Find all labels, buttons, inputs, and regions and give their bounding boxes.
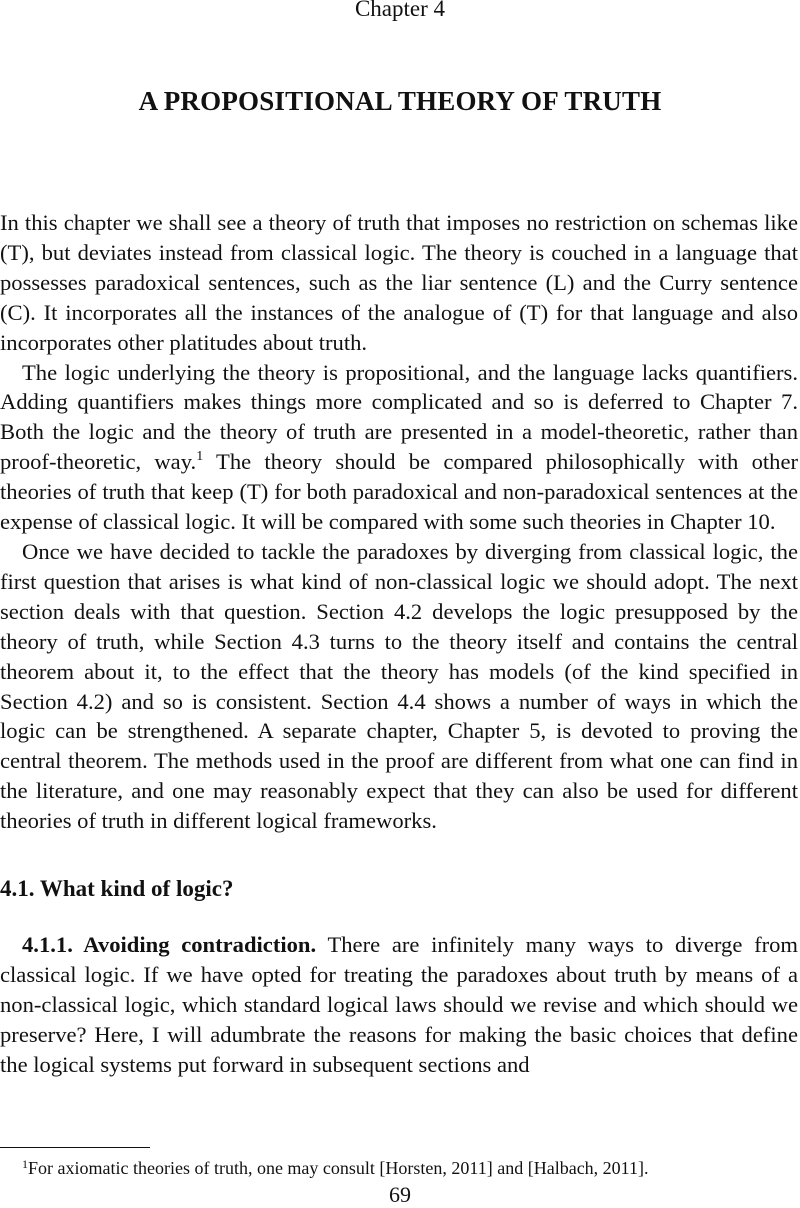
footnote-divider [0, 1147, 150, 1148]
body-text [0, 208, 798, 1079]
paragraph-logic-part2: The theory should be compared philosophically with other theories of truth that keep (T) for both paradoxical and non-paradoxical sentences at the expense of classical logic. It will be compared with some such theories in Chapter 10. [0, 449, 798, 535]
footnote-reference[interactable]: 1 [196, 449, 204, 465]
chapter-label: Chapter 4 [354, 0, 446, 21]
paragraph-outline: Once we have decided to tackle the paradoxes by diverging from classical logic, the first question that arises is what kind of non-classical logic we should adopt. The next section deals with that question. Section 4.2 develops the logic presupposed by the theory of truth, while Section 4.3 turns to the theory itself and contains the central theorem about it, to the effect that the theory has models (of the kind specified in Section 4.2) and so is consistent. Section 4.4 shows a number of ways in which the logic can be strengthened. A separate chapter, Chapter 5, is devoted to proving the central theorem. The methods used in the proof are different from what one can find in the literature, and one may reasonably expect that they can also be used for different theories of truth in different logical frameworks. [0, 538, 798, 834]
footnote [22, 1157, 792, 1179]
paragraph-logic-part1: The logic underlying the theory is propositional, and the language lacks quantifiers. Adding quantifiers makes things more complicated and so is deferred to Chapter 7. Both the logic and the theory of truth are presented in a model-theoretic, rather than proof-theoretic, way. [0, 359, 798, 475]
subsection-text: There are infinitely many ways to diverge from classical logic. If we have opted for treating the paradoxes about truth by means of a non-classical logic, which standard logical laws should we revise and which should we preserve? Here, I will adumbrate the reasons for making the basic choices that define the logical systems put forward in subsequent sections and [0, 931, 798, 1077]
subsection-paragraph [0, 930, 798, 1080]
footnote-text: For axiomatic theories of truth, one may consult [Horsten, 2011] and [Halbach, 2011]. [28, 1158, 649, 1178]
section-heading: 4.1. What kind of logic? [0, 876, 234, 902]
page-number: 69 [389, 1182, 411, 1207]
footnote-marker: 1 [22, 1157, 28, 1171]
paragraph-logic [0, 358, 798, 537]
subsection-heading: 4.1.1. Avoiding contradiction. [22, 931, 317, 957]
paragraph-intro: In this chapter we shall see a theory of truth that imposes no restriction on schemas like (T), but deviates instead from classical logic. The theory is couched in a language that possesses paradoxical sentences, such as the liar sentence (L) and the Curry sentence (C). It incorporates all the instances of the analogue of (T) for that language and also incorporates other platitudes about truth. [0, 210, 798, 355]
section-gap [0, 904, 798, 930]
chapter-title: A PROPOSITIONAL THEORY OF TRUTH [138, 86, 662, 116]
